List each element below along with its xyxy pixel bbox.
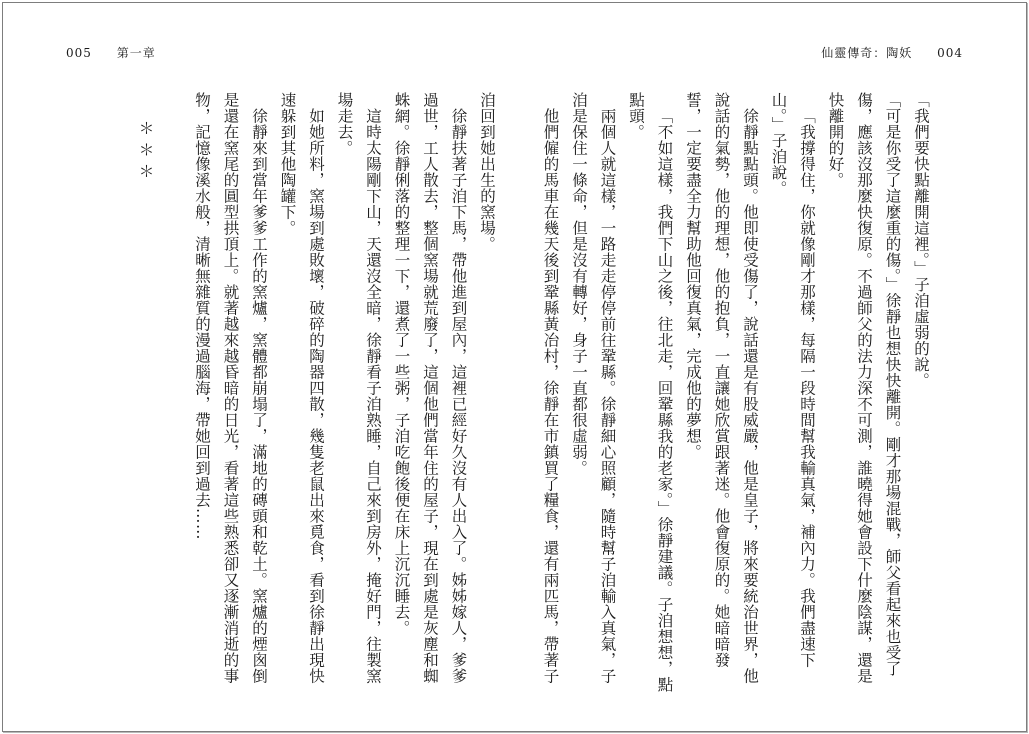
right-page-header xyxy=(821,44,963,61)
section-separator: ＊＊＊ xyxy=(136,120,155,185)
paragraph: 徐靜扶著子洎下馬，帶他進到屋內，這裡已經好久沒有人出入了。姊姊嫁人，爹爹過世，工人散去，整個窯場就荒廢了，這個他們當年住的屋子，現在到處是灰塵和蜘蛛網。徐靜俐落的整理一下，還煮了一些粥，子洎吃飽後便在床上沉沉睡去。 xyxy=(392,92,468,684)
left-page-body xyxy=(41,92,501,692)
right-page-number: 004 xyxy=(937,46,963,60)
paragraph: 「可是你受了這麼重的傷。」徐靜也想快快離開。剛才那場混戰，師父看起來也受了傷，應該沒那麼快復原。不過師父的法力深不可測，誰曉得她會設下什麼陰謀，還是快離開的好。 xyxy=(826,92,902,684)
paragraph: 如她所料，窯場到處敗壞，破碎的陶器四散，幾隻老鼠出來覓食，看到徐靜出現快速躲到其他陶罐下。 xyxy=(278,92,325,684)
paragraph: 「我們要快點離開這裡。」子洎虛弱的說。 xyxy=(912,92,930,389)
right-page-body xyxy=(541,92,935,692)
paragraph: 他們僱的馬車在幾天後到鞏縣黃冶村，徐靜在市鎮買了糧食，還有兩匹馬，帶著子 xyxy=(541,107,560,684)
left-page-header xyxy=(66,44,156,61)
book-title: 仙靈傳奇：陶妖 xyxy=(821,46,913,60)
paragraph: 兩個人就這樣，一路走走停停前往鞏縣。徐靜細心照顧，隨時幫子洎輸入真氣，子洎是保住一條命，但是沒有轉好，身子一直都很虛弱。 xyxy=(570,92,617,684)
paragraph: 這時太陽剛下山，天還沒全暗，徐靜看子洎熟睡，自己來到房外，掩好門，往製窯場走去。 xyxy=(335,92,382,684)
paragraph: 徐靜來到當年爹爹工作的窯爐，窯體都崩塌了，滿地的磚頭和乾土。窯爐的煙囪倒是還在窯尾的圓型拱頂上。就著越來越昏暗的日光，看著這些熟悉卻又逐漸消逝的事物，記憶像溪水般，清晰無雜質的漫過腦海，帶她回到過去…… xyxy=(193,92,268,684)
paragraph: 「我撐得住，你就像剛才那樣，每隔一段時間幫我輸真氣，補內力。我們盡速下山。」子洎說。 xyxy=(769,92,816,668)
paragraph: 「不如這樣，我們下山之後，往北走，回鞏縣我的老家。」徐靜建議。子洎想想，點點頭。 xyxy=(627,92,674,692)
paragraph: 徐靜點點頭。他即使受傷了，說話還是有股威嚴，他是皇子，將來要統治世界，他說話的氣勢，他的理想，他的抱負，一直讓她欣賞跟著迷。他會復原的。她暗暗發誓，一定要盡全力幫助他回復真氣，完成他的夢想。 xyxy=(684,92,759,684)
chapter-title: 第一章 xyxy=(116,46,156,60)
paragraph: 洎回到她出生的窯場。 xyxy=(478,92,496,252)
left-page-number: 005 xyxy=(66,46,92,60)
